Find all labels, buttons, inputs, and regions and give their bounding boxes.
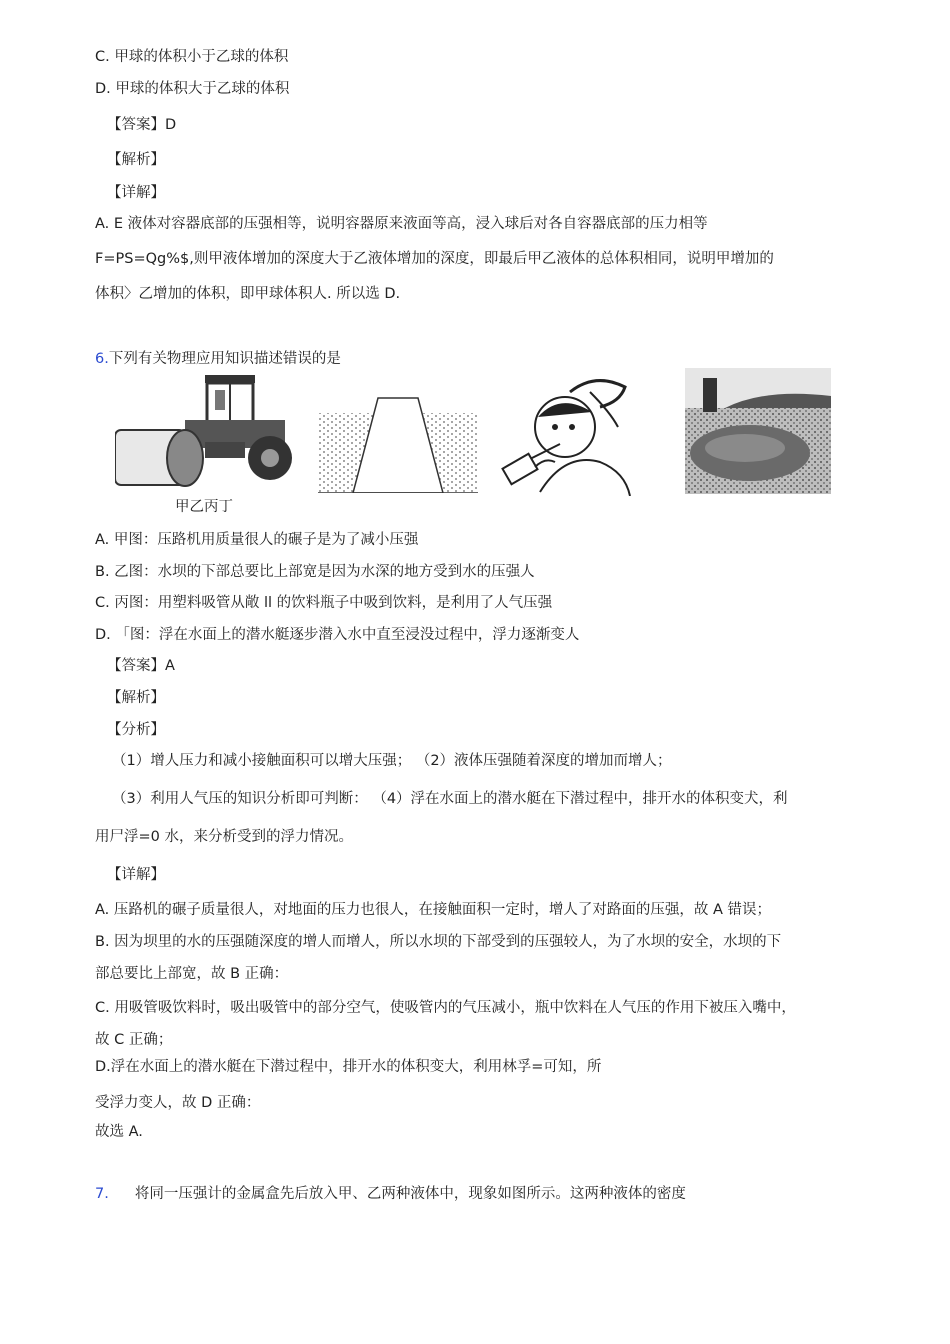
question-number: 6. — [95, 351, 109, 367]
option-c: C. 甲球的体积小于乙球的体积 — [95, 49, 289, 65]
fenxi-line: 用尸浮=0 水，来分析受到的浮力情况。 — [95, 829, 353, 845]
answer-label: 【答案】D — [107, 117, 177, 133]
detail-line: A. E 液体对容器底部的压强相等，说明容器原来液面等高，浸入球后对各自容器底部的压力相等 — [95, 216, 708, 232]
detail-line: D.浮在水面上的潜水艇在下潜过程中，排开水的体积变大，利用林孚=可知，所 — [95, 1059, 602, 1075]
option-a: A. 甲图：压路机用质量很人的碾子是为了减小压强 — [95, 532, 419, 548]
fenxi-line: （1）增人压力和减小接触面积可以增大压强； （2）液体压强随着深度的增加而增人； — [112, 753, 672, 769]
detail-line: 体积〉乙增加的体积，即甲球体积人. 所以选 D. — [95, 286, 401, 302]
question-text: 下列有关物理应用知识描述错误的是 — [108, 351, 341, 367]
detail-label: 【详解】 — [107, 185, 165, 201]
answer-label: 【答案】A — [107, 658, 175, 674]
analysis-label: 【解析】 — [107, 690, 165, 706]
fenxi-label: 【分析】 — [107, 722, 165, 738]
detail-line: C. 用吸管吸饮料时，吸出吸管中的部分空气，使吸管内的气压减小，瓶中饮料在人气压的作用下被压入嘴中， — [95, 1000, 796, 1016]
question-number: 7. — [95, 1186, 109, 1202]
option-d: D. 「图：浮在水面上的潜水艇逐步潜入水中直至浸没过程中，浮力逐渐变人 — [95, 627, 580, 643]
detail-line: B. 因为坝里的水的压强随深度的增人而增人，所以水坝的下部受到的压强较人，为了水坝的安全，水坝的下 — [95, 934, 782, 950]
fenxi-line: （3）利用人气压的知识分析即可判断： （4）浮在水面上的潜水艇在下潜过程中，排开水的体积变犬，利 — [112, 791, 788, 807]
detail-line: 受浮力变人，故 D 正确： — [95, 1095, 261, 1111]
dam-image — [318, 393, 478, 493]
detail-line: 部总要比上部宽，故 B 正确： — [95, 966, 289, 982]
option-c: C. 丙图：用塑料吸管从敞 ll 的饮料瓶子中吸到饮料，是利用了人气压强 — [95, 595, 553, 611]
detail-line: F=PS=Qg%$,则甲液体增加的深度大于乙液体增加的深度，即最后甲乙液体的总体积相同，说明甲增加的 — [95, 251, 774, 267]
option-b: B. 乙图：水坝的下部总要比上部宽是因为水深的地方受到水的压强人 — [95, 564, 535, 580]
question-6-stem — [95, 349, 341, 369]
figure-caption: 甲乙丙丁 — [175, 499, 233, 515]
question-7-stem — [95, 1184, 686, 1204]
analysis-label: 【解析】 — [107, 152, 165, 168]
question-text: 将同一压强计的金属盒先后放入甲、乙两种液体中，现象如图所示。这两种液体的密度 — [134, 1186, 686, 1202]
detail-line: A. 压路机的碾子质量很人，对地面的压力也很人，在接触面积一定时，增人了对路面的压强，故 A 错误； — [95, 902, 772, 918]
detail-line: 故 C 正确； — [95, 1032, 173, 1048]
road-roller-image — [115, 370, 295, 495]
option-d: D. 甲球的体积大于乙球的体积 — [95, 81, 290, 97]
detail-line: 故选 A. — [95, 1124, 143, 1140]
detail-label: 【详解】 — [107, 867, 165, 883]
submarine-image — [685, 368, 831, 494]
girl-drinking-image — [500, 372, 640, 496]
